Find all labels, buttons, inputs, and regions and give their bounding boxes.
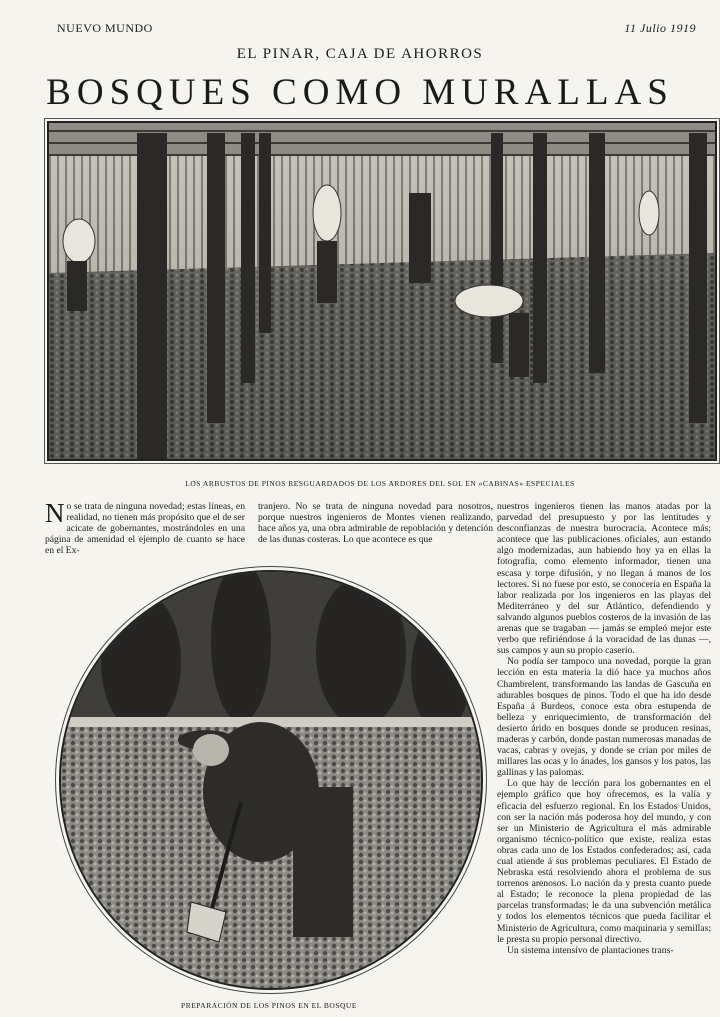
nursery-photo-illustration [49,123,715,459]
column-3-paragraph-1: nuestros ingenieros tienen las manos atadas por la parvedad del presupuesto y por las lentitudes y desconfianzas de nuestra burocracia. Acontece más; acontece que las publicaciones oficiales, aun estando algo modernizadas, aun habiendo hoy ya en ellas la fotografía, como elemento informador, tienen una escasa y torpe difusión, y no llegan á manos de los lectores. Si no fuese por esto, se conocería en España la labor realizada por los ingenieros en las playas del Mediterráneo y del sur Atlántico, defendiendo y salvando algunos pueblos costeros de la invasión de las arenas que se tragaban — jamás se empleó mejor este verbo que refiriéndose á la voracidad de las dunas —, sus campos y aun su propio caserío. [497,501,711,657]
drop-cap: N [45,498,65,528]
column-2-text: tranjero. No se trata de ninguna novedad para nosotros, porque nuestros ingenieros de Montes vienen realizando, hace años ya, una obra admirable de repoblación y detención de las dunas costeras. Lo que acontece es que [258,501,493,546]
column-1-text: o se trata de ninguna novedad; estas líneas, en realidad, no tienen más propósito que el de ser acicate de gobernantes, mostrándoles en una página de amenidad el ejemplo de cuanto se hace en el Ex- [45,501,245,557]
issue-date: 11 Julio 1919 [624,21,696,35]
column-3-paragraph-3: Lo que hay de lección para los gobernantes en el ejemplo gráfico que hoy ofrecemos, es la valía y eficacia del esfuerzo regional. En los Estados Unidos, con ser la nación más poderosa hoy del mundo, y con ser un Ministerio de Agricultura el más admirable organismo técnico-político que existe, realiza estas obras cada uno de los Estados confederados; así, cada cual atiende á sus problemas peculiares. El Estado de Nebraska está resolviendo ahora el problema de sus torrenos arenosos. Lo nación da y presta cuanto puede al Estado; le reconoce la plena propiedad de las parcelas transformadas; le da una subvención metálica y todos los elementos técnicos que pueda facilitar el Ministerio de Agricultura, como maquinaria y semillas; le presta su propio personal directivo. [497,778,711,945]
publication-name: NUEVO MUNDO [57,21,153,35]
top-photo [47,121,717,461]
oval-photo [59,570,483,990]
oval-photo-caption: PREPARACIÓN DE LOS PINOS EN EL BOSQUE [181,1001,357,1010]
column-3-paragraph-4: Un sistema intensivo de plantaciones trans- [507,944,674,956]
column-3-paragraph-2: No podía ser tampoco una novedad, porque la gran lección en esta materia la dió hace ya muchos años Chambrelent, transformando las landas de Gascuña en adurables bosques de pinos. Todo el que ha ido desde España á Burdeos, conoce esta obra estupenda de belleza y enriquecimiento, de transformación del desierto árido en bosques donde se producen resinas, maderas y carbón, donde pastan numerosas manadas de vacas, cabras y ovejas, y donde se crían por miles de millares las ocas y lo ánades, los gansos y los patos, las gallinas y las palomas. [497,656,711,779]
column-1 [45,498,245,557]
article-headline: BOSQUES COMO MURALLAS [46,72,674,113]
top-photo-caption: LOS ARBUSTOS DE PINOS RESGUARDADOS DE LOS ARDORES DEL SOL EN «CABINAS» ESPECIALES [185,479,575,488]
forester-photo-illustration [61,572,481,988]
column-2 [258,501,493,545]
column-3 [497,501,711,1015]
article-kicker: EL PINAR, CAJA DE AHORROS [236,46,484,62]
